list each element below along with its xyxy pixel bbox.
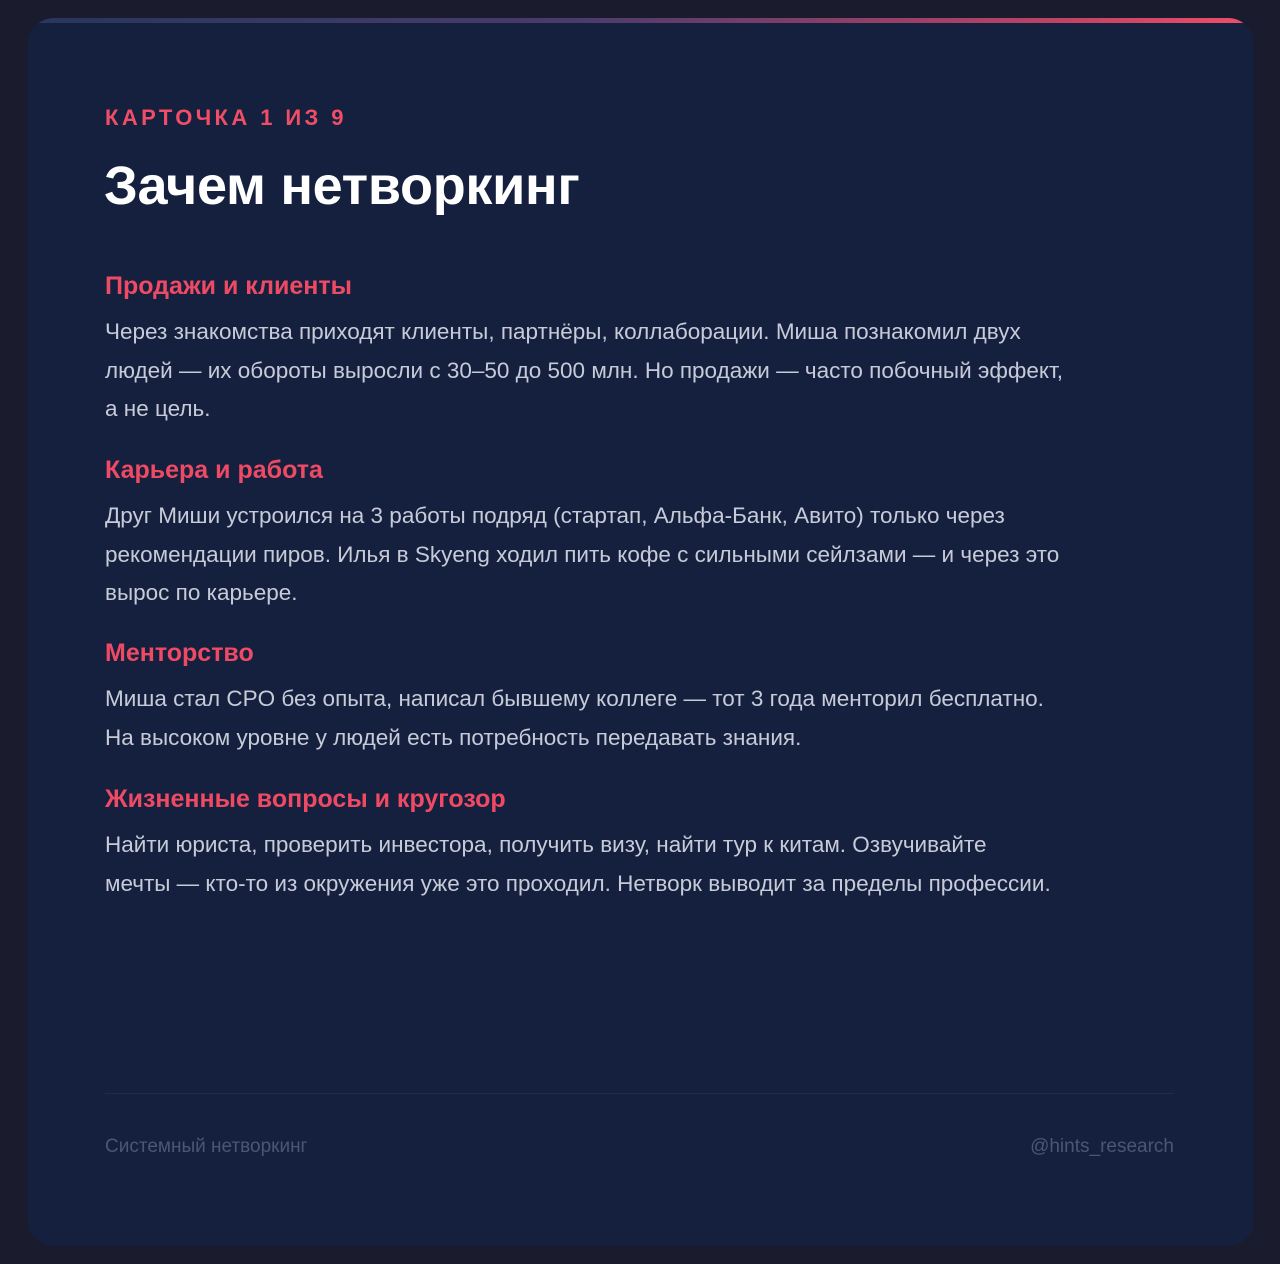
section-title-career: Карьера и работа [105, 456, 323, 484]
section-text-mentoring: Миша стал CPO без опыта, написал бывшему коллеге — тот 3 года менторил бесплатно. На высоком уровне у людей есть потребность передавать знания. [105, 686, 1044, 750]
info-card [28, 18, 1254, 1246]
section-mentoring [105, 638, 1185, 757]
footer-divider [105, 1093, 1174, 1094]
footer-series-name: Системный нетворкинг [105, 1136, 308, 1157]
section-career [105, 455, 1185, 613]
section-title-sales: Продажи и клиенты [105, 272, 352, 300]
section-text-career: Друг Миши устроился на 3 работы подряд (стартап, Альфа-Банк, Авито) только через рекомендации пиров. Илья в Skyeng ходил пить кофе с сильными сейлзами — и через это вырос по карьере. [105, 503, 1060, 605]
section-title-life: Жизненные вопросы и кругозор [105, 785, 506, 813]
top-accent-bar [28, 18, 1254, 23]
section-title-mentoring: Менторство [105, 639, 254, 667]
section-text-life: Найти юриста, проверить инвестора, получить визу, найти тур к китам. Озвучивайте мечты — кто-то из окружения уже это проходил. Нетворк выводит за пределы профессии. [105, 832, 1051, 896]
section-sales [105, 271, 1185, 429]
card-title: Зачем нетворкинг [104, 156, 580, 216]
card-counter: КАРТОЧКА 1 ИЗ 9 [105, 105, 347, 130]
section-text-sales: Через знакомства приходят клиенты, партнёры, коллаборации. Миша познакомил двух людей — их обороты выросли с 30–50 до 500 млн. Но продажи — часто побочный эффект, а не цель. [105, 319, 1064, 421]
footer-handle: @hints_research [1030, 1136, 1174, 1157]
section-life [105, 784, 1185, 903]
